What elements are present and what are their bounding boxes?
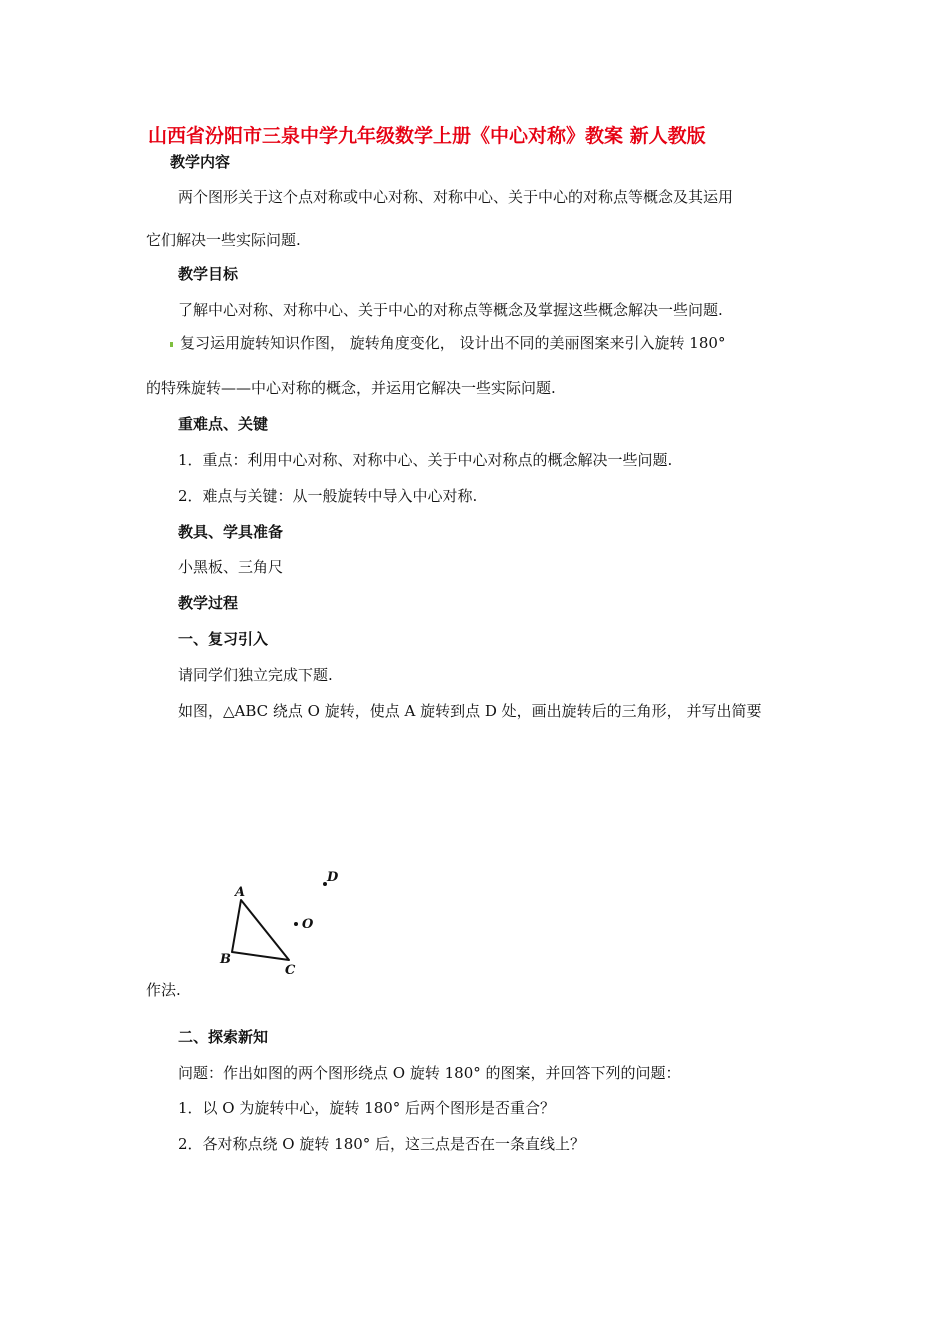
explore-question: 问题：作出如图的两个图形绕点 O 旋转 180° 的图案，并回答下列的问题：	[178, 1064, 681, 1082]
label-a: A	[235, 885, 246, 900]
heading-teaching-goals: 教学目标	[178, 265, 239, 283]
label-o: O	[302, 917, 314, 932]
content-line-2: 它们解决一些实际问题.	[146, 231, 301, 249]
heading-tools: 教具、学具准备	[178, 523, 284, 541]
document-title: 山西省汾阳市三泉中学九年级数学上册《中心对称》教案 新人教版	[148, 125, 706, 147]
process-line-2: 如图，△ABC 绕点 O 旋转，使点 A 旋转到点 D 处，画出旋转后的三角形， 并写出简要	[178, 702, 762, 720]
heading-teaching-content: 教学内容	[170, 153, 231, 171]
label-c: C	[285, 963, 296, 978]
subheading-review: 一、复习引入	[178, 630, 269, 648]
point-o	[294, 922, 298, 926]
content-line-1: 两个图形关于这个点对称或中心对称、对称中心、关于中心的对称点等概念及其运用	[178, 188, 734, 206]
triangle-abc	[232, 900, 289, 960]
explore-question-1: 1．以 O 为旋转中心，旋转 180° 后两个图形是否重合？	[178, 1099, 556, 1117]
goals-line-2: 复习运用旋转知识作图， 旋转角度变化， 设计出不同的美丽图案来引入旋转 180°	[180, 334, 726, 352]
process-line-3: 作法.	[146, 981, 181, 999]
heading-key-points: 重难点、关键	[178, 415, 269, 433]
explore-question-2: 2．各对称点绕 O 旋转 180° 后，这三点是否在一条直线上？	[178, 1135, 586, 1153]
tools-text: 小黑板、三角尺	[178, 558, 284, 576]
goals-line-3: 的特殊旋转——中心对称的概念，并运用它解决一些实际问题.	[146, 379, 556, 397]
key-item-2: 2．难点与关键：从一般旋转中导入中心对称.	[178, 487, 478, 505]
heading-process: 教学过程	[178, 594, 239, 612]
triangle-rotation-figure	[195, 862, 355, 982]
heading-explore: 二、探索新知	[178, 1028, 269, 1046]
process-line-1: 请同学们独立完成下题.	[178, 666, 333, 684]
key-item-1: 1．重点：利用中心对称、对称中心、关于中心对称点的概念解决一些问题.	[178, 451, 673, 469]
margin-mark	[170, 342, 173, 347]
goals-line-1: 了解中心对称、对称中心、关于中心的对称点等概念及掌握这些概念解决一些问题.	[178, 301, 723, 319]
label-d: D	[327, 870, 339, 885]
label-b: B	[220, 952, 231, 967]
